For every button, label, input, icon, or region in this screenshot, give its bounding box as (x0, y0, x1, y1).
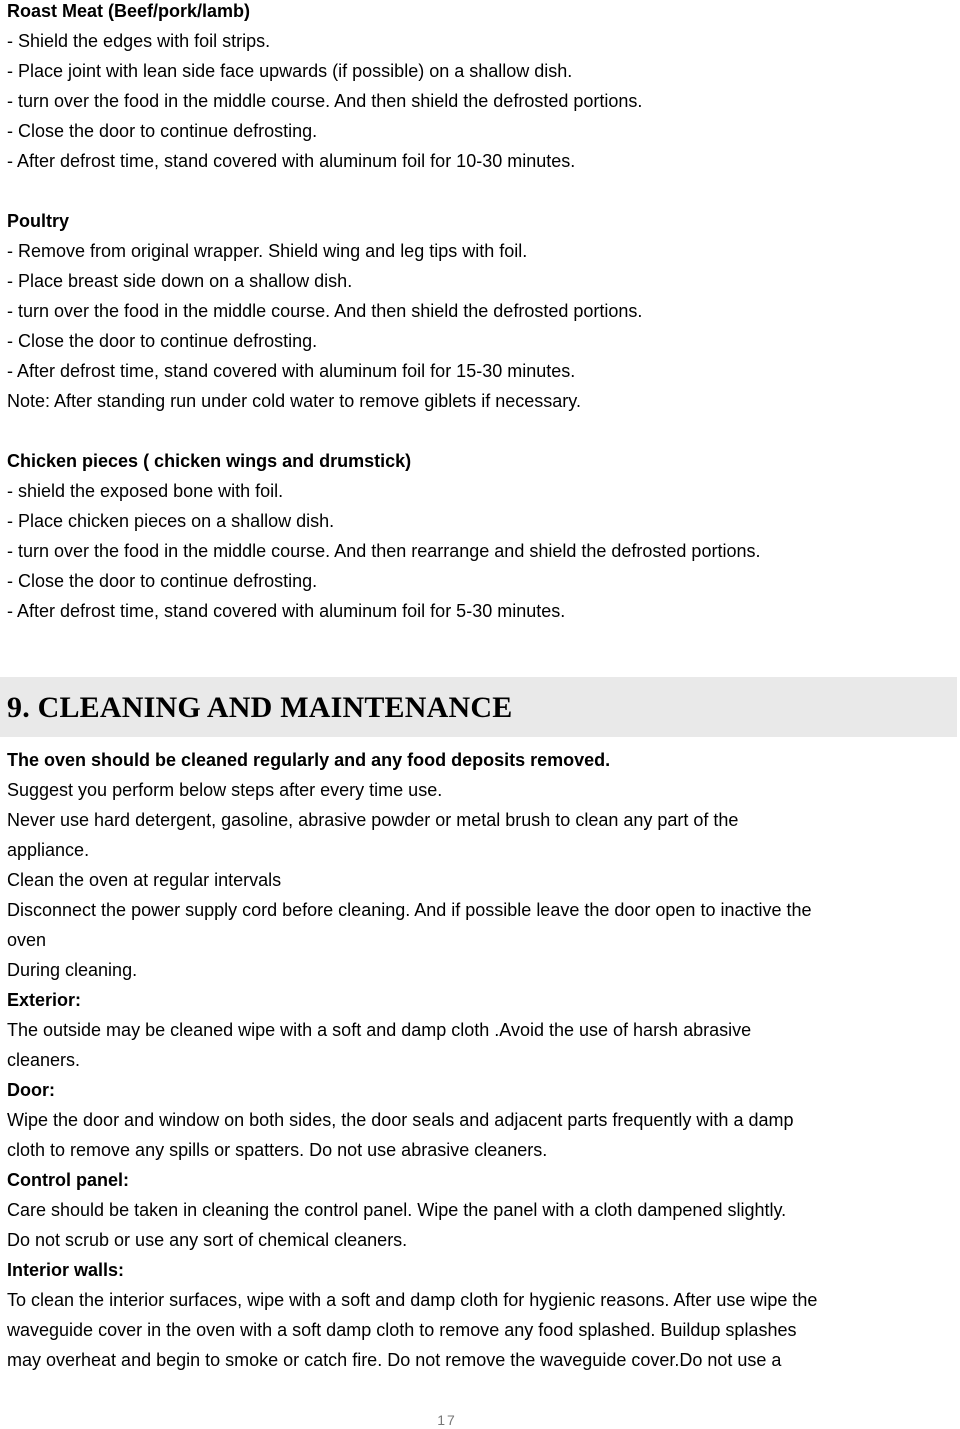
control-panel-heading: Control panel: (7, 1170, 129, 1190)
poultry-line: - Remove from original wrapper. Shield wing and leg tips with foil. (7, 241, 528, 261)
poultry-line: - Close the door to continue defrosting. (7, 331, 318, 351)
cleaning-intro-line: appliance. (7, 840, 90, 860)
control-panel-line: Do not scrub or use any sort of chemical cleaners. (7, 1230, 408, 1250)
section-title: 9. CLEANING AND MAINTENANCE (7, 691, 513, 724)
cleaning-intro-line: During cleaning. (7, 960, 138, 980)
interior-walls-heading: Interior walls: (7, 1260, 125, 1280)
door-line: Wipe the door and window on both sides, the door seals and adjacent parts frequently with a damp (7, 1110, 794, 1130)
chicken-pieces-line: - Place chicken pieces on a shallow dish. (7, 511, 335, 531)
roast-meat-heading: Roast Meat (Beef/pork/lamb) (7, 1, 251, 21)
cleaning-intro-line: Clean the oven at regular intervals (7, 870, 282, 890)
chicken-pieces-line: - shield the exposed bone with foil. (7, 481, 284, 501)
cleaning-intro-line: oven (7, 930, 47, 950)
cleaning-intro-bold: The oven should be cleaned regularly and any food deposits removed. (7, 750, 611, 770)
roast-meat-line: - Shield the edges with foil strips. (7, 31, 271, 51)
door-line: cloth to remove any spills or spatters. Do not use abrasive cleaners. (7, 1140, 548, 1160)
interior-walls-line: To clean the interior surfaces, wipe with a soft and damp cloth for hygienic reasons. After use wipe the (7, 1290, 818, 1310)
exterior-line: cleaners. (7, 1050, 81, 1070)
roast-meat-line: - Place joint with lean side face upwards (if possible) on a shallow dish. (7, 61, 573, 81)
door-heading: Door: (7, 1080, 55, 1100)
poultry-line: - After defrost time, stand covered with aluminum foil for 15-30 minutes. (7, 361, 576, 381)
cleaning-intro-line: Suggest you perform below steps after every time use. (7, 780, 443, 800)
poultry-line: - turn over the food in the middle course. And then shield the defrosted portions. (7, 301, 643, 321)
interior-walls-line: may overheat and begin to smoke or catch fire. Do not remove the waveguide cover.Do not use a (7, 1350, 782, 1370)
control-panel-line: Care should be taken in cleaning the control panel. Wipe the panel with a cloth dampened slightly. (7, 1200, 787, 1220)
exterior-line: The outside may be cleaned wipe with a soft and damp cloth .Avoid the use of harsh abrasive (7, 1020, 752, 1040)
poultry-heading: Poultry (7, 211, 70, 231)
chicken-pieces-line: - turn over the food in the middle course. And then rearrange and shield the defrosted portions. (7, 541, 761, 561)
roast-meat-line: - Close the door to continue defrosting. (7, 121, 318, 141)
roast-meat-line: - turn over the food in the middle course. And then shield the defrosted portions. (7, 91, 643, 111)
poultry-note: Note: After standing run under cold water to remove giblets if necessary. (7, 391, 581, 411)
cleaning-intro-line: Disconnect the power supply cord before cleaning. And if possible leave the door open to inactive the (7, 900, 812, 920)
roast-meat-line: - After defrost time, stand covered with aluminum foil for 10-30 minutes. (7, 151, 576, 171)
chicken-pieces-line: - After defrost time, stand covered with aluminum foil for 5-30 minutes. (7, 601, 566, 621)
cleaning-intro-line: Never use hard detergent, gasoline, abrasive powder or metal brush to clean any part of the (7, 810, 739, 830)
chicken-pieces-heading: Chicken pieces ( chicken wings and drumstick) (7, 451, 412, 471)
poultry-line: - Place breast side down on a shallow dish. (7, 271, 353, 291)
page-number: 17 (437, 1412, 457, 1428)
chicken-pieces-line: - Close the door to continue defrosting. (7, 571, 318, 591)
exterior-heading: Exterior: (7, 990, 82, 1010)
interior-walls-line: waveguide cover in the oven with a soft damp cloth to remove any food splashed. Buildup splashes (7, 1320, 797, 1340)
